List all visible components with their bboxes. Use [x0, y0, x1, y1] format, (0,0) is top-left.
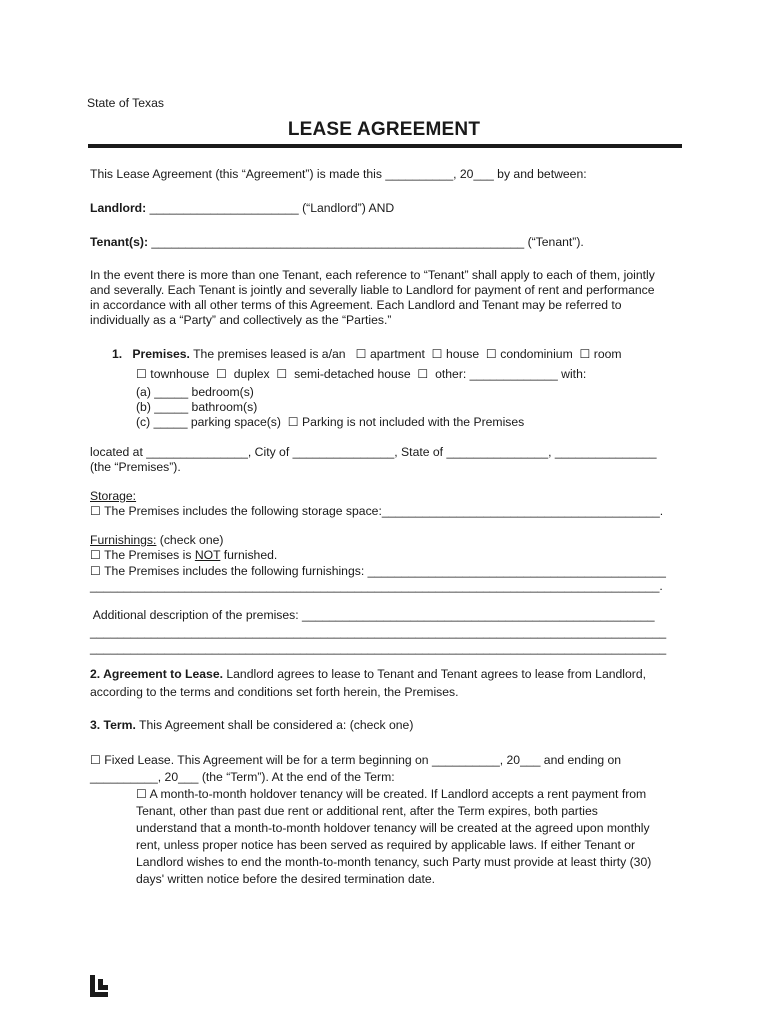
paragraph-line: In the event there is more than one Tenant, each reference to “Tenant” shall apply to each of them, jointly	[90, 268, 655, 282]
furnishings-not-line	[90, 548, 277, 563]
state-label: State of Texas	[87, 96, 165, 110]
holdover-line: Tenant, other than past due rent or additional rent, after the Term expires, both parties	[136, 804, 598, 818]
title-divider	[88, 144, 682, 148]
storage-label: Storage:	[90, 489, 137, 503]
furnishings-blank-line: ____________________________________________________________________________________.	[90, 579, 663, 593]
agreement-to-lease-line-2: according to the terms and conditions set forth herein, the Premises.	[90, 685, 459, 699]
fixed-lease-line-1: ☐ Fixed Lease. This Agreement will be for a term beginning on __________, 20___ and ending on	[90, 753, 622, 767]
furnishings-includes-line: ☐ The Premises includes the following furnishings: ____________________________________________	[90, 564, 666, 578]
furnishings-not-word: NOT	[194, 548, 221, 562]
premises-line-2: ☐ townhouse ☐ duplex ☐ semi-detached house ☐ other: _____________ with:	[136, 367, 587, 381]
fixed-lease-line-2: __________, 20___ (the “Term”). At the end of the Term:	[90, 770, 395, 784]
premises-line-1	[112, 347, 622, 362]
landlord-label: Landlord:	[90, 201, 147, 215]
storage-line: ☐ The Premises includes the following storage space:_________________________________________.	[90, 504, 664, 518]
premises-types: The premises leased is a/an ☐ apartment ☐ house ☐ condominium ☐ room	[189, 347, 622, 361]
premises-item: (a) _____ bedroom(s)	[136, 385, 254, 399]
holdover-line: ☐ A month-to-month holdover tenancy will be created. If Landlord accepts a rent payment from	[136, 787, 647, 801]
agreement-to-lease-line-1	[90, 667, 646, 682]
holdover-line: understand that a month-to-month holdover tenancy will be created at the agreed upon monthly	[136, 821, 650, 835]
premises-item: (c) _____ parking space(s) ☐ Parking is not included with the Premises	[136, 415, 525, 429]
furnishings-heading	[90, 533, 223, 548]
term-text: This Agreement shall be considered a: (check one)	[135, 718, 414, 732]
page-title: LEASE AGREEMENT	[287, 119, 481, 140]
agreement-to-lease-heading: 2. Agreement to Lease.	[90, 667, 223, 681]
tenant-line	[90, 235, 584, 250]
furnishings-label: Furnishings:	[90, 533, 157, 547]
additional-description-line: Additional description of the premises: ____________________________________________________	[90, 608, 655, 622]
additional-blank-line: _____________________________________________________________________________________	[90, 625, 667, 639]
furnishings-not-post: furnished.	[220, 548, 278, 562]
tenant-value: _______________________________________________________ (“Tenant”).	[148, 235, 584, 249]
logo-icon	[90, 975, 110, 997]
furnishings-suffix: (check one)	[156, 533, 224, 547]
term-heading: 3. Term.	[90, 718, 136, 732]
additional-blank-line: _____________________________________________________________________________________	[90, 641, 667, 655]
premises-item: (b) _____ bathroom(s)	[136, 400, 258, 414]
located-line: located at _______________, City of _______________, State of _______________, _______________	[90, 445, 657, 459]
premises-heading: Premises.	[132, 347, 190, 361]
holdover-line: rent, unless proper notice has been served as required by applicable laws. If either Tenant or	[136, 838, 636, 852]
paragraph-line: and severally. Each Tenant is jointly and severally liable to Landlord for payment of rent and performance	[90, 283, 655, 297]
intro-line: This Lease Agreement (this “Agreement”) is made this __________, 20___ by and between:	[90, 167, 587, 181]
premises-number: 1.	[112, 347, 123, 361]
landlord-line	[90, 201, 394, 216]
paragraph-line: in accordance with all other terms of this Agreement. Each Landlord and Tenant may be referred to	[90, 298, 622, 312]
tenant-label: Tenant(s):	[90, 235, 148, 249]
paragraph-line: individually as a “Party” and collectively as the “Parties.”	[90, 313, 392, 327]
holdover-line: Landlord wishes to end the month-to-month tenancy, such Party must provide at least thirty (30)	[136, 855, 652, 869]
agreement-to-lease-text: Landlord agrees to lease to Tenant and Tenant agrees to lease from Landlord,	[222, 667, 647, 681]
landlord-value: ______________________ (“Landlord”) AND	[146, 201, 395, 215]
holdover-line: days' written notice before the desired termination date.	[136, 872, 436, 886]
term-line	[90, 718, 413, 733]
premises-definition: (the “Premises”).	[90, 460, 181, 474]
furnishings-not-pre: ☐ The Premises is	[90, 548, 195, 562]
